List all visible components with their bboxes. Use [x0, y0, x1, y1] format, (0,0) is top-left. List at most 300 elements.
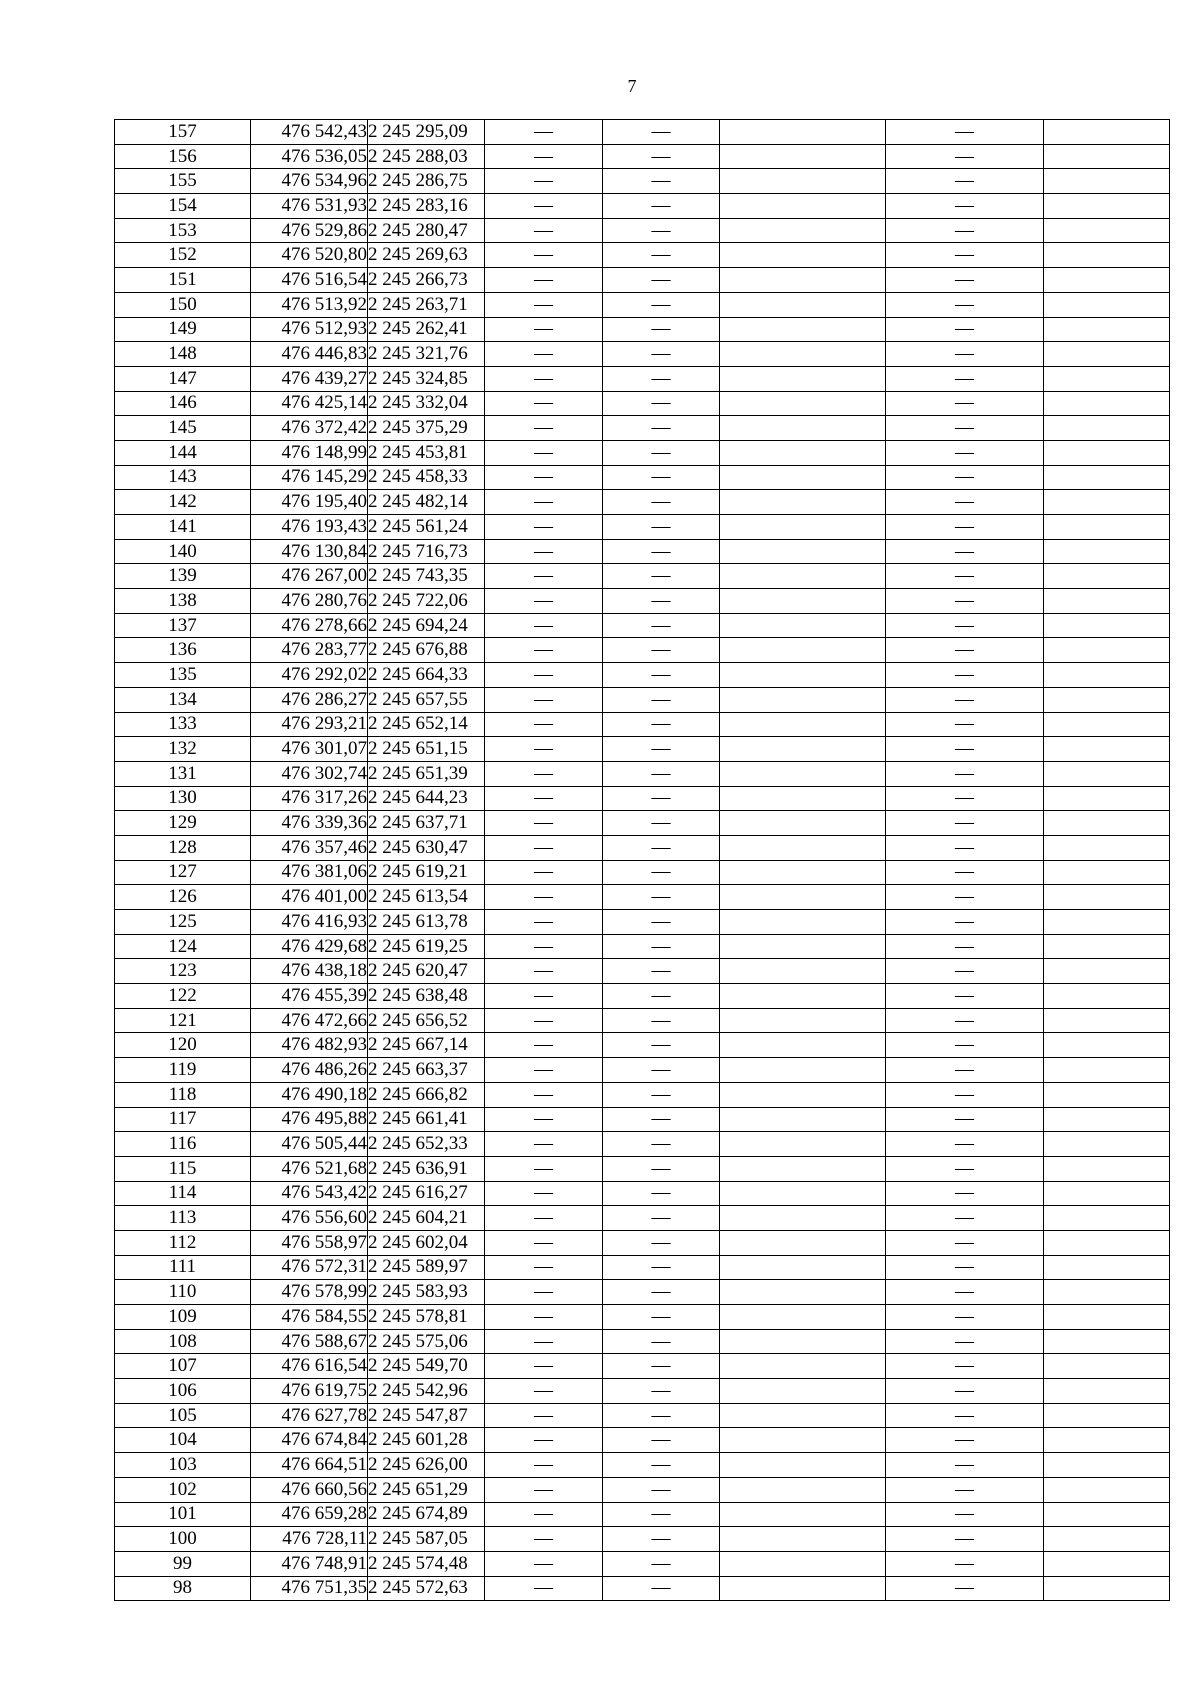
dash-cell: —	[886, 169, 1044, 194]
empty-cell	[720, 218, 886, 243]
x-coordinate-cell: 476 572,31	[251, 1255, 368, 1280]
point-number-cell: 129	[115, 811, 251, 836]
y-coordinate-cell: 2 245 547,87	[368, 1403, 485, 1428]
x-coordinate-cell: 476 130,84	[251, 539, 368, 564]
empty-cell	[1044, 465, 1170, 490]
dash-cell: —	[603, 761, 720, 786]
empty-cell	[1044, 1181, 1170, 1206]
dash-cell: —	[603, 366, 720, 391]
dash-cell: —	[603, 1403, 720, 1428]
dash-cell: —	[886, 786, 1044, 811]
dash-cell: —	[485, 860, 603, 885]
empty-cell	[720, 366, 886, 391]
y-coordinate-cell: 2 245 542,96	[368, 1379, 485, 1404]
empty-cell	[1044, 342, 1170, 367]
dash-cell: —	[886, 268, 1044, 293]
x-coordinate-cell: 476 674,84	[251, 1428, 368, 1453]
point-number-cell: 126	[115, 885, 251, 910]
empty-cell	[720, 959, 886, 984]
x-coordinate-cell: 476 446,83	[251, 342, 368, 367]
point-number-cell: 114	[115, 1181, 251, 1206]
dash-cell: —	[886, 1058, 1044, 1083]
x-coordinate-cell: 476 616,54	[251, 1354, 368, 1379]
dash-cell: —	[603, 1280, 720, 1305]
empty-cell	[720, 1230, 886, 1255]
empty-cell	[720, 1428, 886, 1453]
dash-cell: —	[603, 515, 720, 540]
empty-cell	[1044, 1379, 1170, 1404]
point-number-cell: 128	[115, 835, 251, 860]
point-number-cell: 153	[115, 218, 251, 243]
table-row	[115, 194, 1170, 219]
empty-cell	[720, 613, 886, 638]
dash-cell: —	[886, 712, 1044, 737]
dash-cell: —	[485, 391, 603, 416]
y-coordinate-cell: 2 245 651,29	[368, 1477, 485, 1502]
empty-cell	[720, 1181, 886, 1206]
empty-cell	[720, 761, 886, 786]
dash-cell: —	[886, 416, 1044, 441]
y-coordinate-cell: 2 245 620,47	[368, 959, 485, 984]
dash-cell: —	[485, 564, 603, 589]
y-coordinate-cell: 2 245 458,33	[368, 465, 485, 490]
point-number-cell: 123	[115, 959, 251, 984]
dash-cell: —	[886, 589, 1044, 614]
dash-cell: —	[603, 144, 720, 169]
page-number: 7	[627, 76, 637, 96]
table-row	[115, 860, 1170, 885]
dash-cell: —	[603, 885, 720, 910]
dash-cell: —	[603, 120, 720, 145]
y-coordinate-cell: 2 245 616,27	[368, 1181, 485, 1206]
y-coordinate-cell: 2 245 652,33	[368, 1132, 485, 1157]
empty-cell	[1044, 638, 1170, 663]
dash-cell: —	[485, 1107, 603, 1132]
dash-cell: —	[603, 539, 720, 564]
y-coordinate-cell: 2 245 636,91	[368, 1156, 485, 1181]
dash-cell: —	[485, 366, 603, 391]
table-row	[115, 1305, 1170, 1330]
coordinates-table	[114, 119, 1170, 1601]
dash-cell: —	[886, 1576, 1044, 1601]
point-number-cell: 116	[115, 1132, 251, 1157]
x-coordinate-cell: 476 438,18	[251, 959, 368, 984]
empty-cell	[720, 712, 886, 737]
empty-cell	[1044, 268, 1170, 293]
x-coordinate-cell: 476 558,97	[251, 1230, 368, 1255]
point-number-cell: 145	[115, 416, 251, 441]
point-number-cell: 117	[115, 1107, 251, 1132]
x-coordinate-cell: 476 339,36	[251, 811, 368, 836]
y-coordinate-cell: 2 245 262,41	[368, 317, 485, 342]
x-coordinate-cell: 476 283,77	[251, 638, 368, 663]
empty-cell	[1044, 1255, 1170, 1280]
point-number-cell: 125	[115, 910, 251, 935]
table-row	[115, 1527, 1170, 1552]
x-coordinate-cell: 476 505,44	[251, 1132, 368, 1157]
y-coordinate-cell: 2 245 664,33	[368, 663, 485, 688]
x-coordinate-cell: 476 301,07	[251, 737, 368, 762]
empty-cell	[1044, 1502, 1170, 1527]
dash-cell: —	[886, 342, 1044, 367]
point-number-cell: 98	[115, 1576, 251, 1601]
empty-cell	[720, 811, 886, 836]
x-coordinate-cell: 476 425,14	[251, 391, 368, 416]
dash-cell: —	[603, 1107, 720, 1132]
table-row	[115, 268, 1170, 293]
dash-cell: —	[603, 1354, 720, 1379]
y-coordinate-cell: 2 245 666,82	[368, 1082, 485, 1107]
x-coordinate-cell: 476 534,96	[251, 169, 368, 194]
empty-cell	[720, 1132, 886, 1157]
empty-cell	[1044, 120, 1170, 145]
dash-cell: —	[485, 1551, 603, 1576]
dash-cell: —	[603, 984, 720, 1009]
dash-cell: —	[485, 342, 603, 367]
y-coordinate-cell: 2 245 549,70	[368, 1354, 485, 1379]
x-coordinate-cell: 476 455,39	[251, 984, 368, 1009]
y-coordinate-cell: 2 245 280,47	[368, 218, 485, 243]
table-row	[115, 144, 1170, 169]
point-number-cell: 122	[115, 984, 251, 1009]
point-number-cell: 100	[115, 1527, 251, 1552]
dash-cell: —	[603, 564, 720, 589]
y-coordinate-cell: 2 245 676,88	[368, 638, 485, 663]
empty-cell	[1044, 1132, 1170, 1157]
table-row	[115, 638, 1170, 663]
dash-cell: —	[485, 737, 603, 762]
empty-cell	[720, 984, 886, 1009]
x-coordinate-cell: 476 416,93	[251, 910, 368, 935]
dash-cell: —	[603, 194, 720, 219]
y-coordinate-cell: 2 245 482,14	[368, 490, 485, 515]
x-coordinate-cell: 476 619,75	[251, 1379, 368, 1404]
dash-cell: —	[603, 1156, 720, 1181]
empty-cell	[720, 1255, 886, 1280]
table-row	[115, 1181, 1170, 1206]
empty-cell	[1044, 984, 1170, 1009]
table-row	[115, 1428, 1170, 1453]
dash-cell: —	[886, 440, 1044, 465]
y-coordinate-cell: 2 245 663,37	[368, 1058, 485, 1083]
dash-cell: —	[485, 811, 603, 836]
empty-cell	[720, 391, 886, 416]
dash-cell: —	[886, 243, 1044, 268]
table-row	[115, 712, 1170, 737]
x-coordinate-cell: 476 659,28	[251, 1502, 368, 1527]
dash-cell: —	[485, 761, 603, 786]
empty-cell	[720, 564, 886, 589]
dash-cell: —	[886, 1502, 1044, 1527]
dash-cell: —	[886, 120, 1044, 145]
dash-cell: —	[603, 1576, 720, 1601]
table-row	[115, 761, 1170, 786]
point-number-cell: 106	[115, 1379, 251, 1404]
dash-cell: —	[485, 984, 603, 1009]
table-row	[115, 910, 1170, 935]
point-number-cell: 105	[115, 1403, 251, 1428]
empty-cell	[720, 144, 886, 169]
y-coordinate-cell: 2 245 286,75	[368, 169, 485, 194]
point-number-cell: 99	[115, 1551, 251, 1576]
dash-cell: —	[603, 786, 720, 811]
dash-cell: —	[886, 885, 1044, 910]
dash-cell: —	[603, 1058, 720, 1083]
y-coordinate-cell: 2 245 578,81	[368, 1305, 485, 1330]
point-number-cell: 141	[115, 515, 251, 540]
dash-cell: —	[603, 1181, 720, 1206]
table-row	[115, 1280, 1170, 1305]
empty-cell	[1044, 490, 1170, 515]
table-row	[115, 737, 1170, 762]
y-coordinate-cell: 2 245 674,89	[368, 1502, 485, 1527]
y-coordinate-cell: 2 245 716,73	[368, 539, 485, 564]
empty-cell	[720, 120, 886, 145]
empty-cell	[1044, 169, 1170, 194]
table-row	[115, 564, 1170, 589]
table-row	[115, 440, 1170, 465]
empty-cell	[720, 1305, 886, 1330]
dash-cell: —	[886, 1305, 1044, 1330]
point-number-cell: 115	[115, 1156, 251, 1181]
table-row	[115, 811, 1170, 836]
point-number-cell: 107	[115, 1354, 251, 1379]
x-coordinate-cell: 476 280,76	[251, 589, 368, 614]
dash-cell: —	[603, 589, 720, 614]
dash-cell: —	[886, 1428, 1044, 1453]
empty-cell	[1044, 391, 1170, 416]
table-row	[115, 786, 1170, 811]
dash-cell: —	[485, 218, 603, 243]
dash-cell: —	[886, 317, 1044, 342]
x-coordinate-cell: 476 439,27	[251, 366, 368, 391]
dash-cell: —	[603, 465, 720, 490]
dash-cell: —	[603, 169, 720, 194]
dash-cell: —	[603, 218, 720, 243]
x-coordinate-cell: 476 512,93	[251, 317, 368, 342]
y-coordinate-cell: 2 245 583,93	[368, 1280, 485, 1305]
point-number-cell: 113	[115, 1206, 251, 1231]
dash-cell: —	[603, 712, 720, 737]
dash-cell: —	[485, 1082, 603, 1107]
table-row	[115, 1230, 1170, 1255]
x-coordinate-cell: 476 584,55	[251, 1305, 368, 1330]
dash-cell: —	[886, 539, 1044, 564]
dash-cell: —	[603, 1329, 720, 1354]
point-number-cell: 104	[115, 1428, 251, 1453]
table-row	[115, 1082, 1170, 1107]
dash-cell: —	[886, 1206, 1044, 1231]
table-body	[115, 120, 1170, 1601]
empty-cell	[1044, 416, 1170, 441]
dash-cell: —	[603, 440, 720, 465]
empty-cell	[720, 934, 886, 959]
dash-cell: —	[485, 243, 603, 268]
dash-cell: —	[485, 687, 603, 712]
dash-cell: —	[485, 317, 603, 342]
dash-cell: —	[485, 1033, 603, 1058]
dash-cell: —	[485, 539, 603, 564]
dash-cell: —	[886, 934, 1044, 959]
empty-cell	[720, 835, 886, 860]
dash-cell: —	[603, 1033, 720, 1058]
dash-cell: —	[485, 144, 603, 169]
dash-cell: —	[485, 1280, 603, 1305]
table-row	[115, 885, 1170, 910]
x-coordinate-cell: 476 286,27	[251, 687, 368, 712]
point-number-cell: 135	[115, 663, 251, 688]
dash-cell: —	[485, 1156, 603, 1181]
table-row	[115, 1255, 1170, 1280]
dash-cell: —	[886, 218, 1044, 243]
y-coordinate-cell: 2 245 651,15	[368, 737, 485, 762]
empty-cell	[1044, 1576, 1170, 1601]
empty-cell	[720, 1551, 886, 1576]
point-number-cell: 136	[115, 638, 251, 663]
x-coordinate-cell: 476 429,68	[251, 934, 368, 959]
table-row	[115, 1354, 1170, 1379]
dash-cell: —	[886, 1107, 1044, 1132]
x-coordinate-cell: 476 278,66	[251, 613, 368, 638]
empty-cell	[720, 1082, 886, 1107]
dash-cell: —	[485, 1230, 603, 1255]
dash-cell: —	[485, 292, 603, 317]
y-coordinate-cell: 2 245 587,05	[368, 1527, 485, 1552]
y-coordinate-cell: 2 245 375,29	[368, 416, 485, 441]
dash-cell: —	[603, 268, 720, 293]
empty-cell	[1044, 786, 1170, 811]
table-row	[115, 120, 1170, 145]
empty-cell	[720, 1058, 886, 1083]
table-row	[115, 539, 1170, 564]
table-row	[115, 959, 1170, 984]
point-number-cell: 137	[115, 613, 251, 638]
table-row	[115, 589, 1170, 614]
empty-cell	[720, 243, 886, 268]
dash-cell: —	[603, 934, 720, 959]
empty-cell	[720, 268, 886, 293]
x-coordinate-cell: 476 751,35	[251, 1576, 368, 1601]
dash-cell: —	[886, 1033, 1044, 1058]
y-coordinate-cell: 2 245 637,71	[368, 811, 485, 836]
table-row	[115, 1379, 1170, 1404]
y-coordinate-cell: 2 245 332,04	[368, 391, 485, 416]
dash-cell: —	[603, 490, 720, 515]
dash-cell: —	[485, 1058, 603, 1083]
point-number-cell: 140	[115, 539, 251, 564]
dash-cell: —	[886, 1280, 1044, 1305]
y-coordinate-cell: 2 245 575,06	[368, 1329, 485, 1354]
dash-cell: —	[485, 663, 603, 688]
point-number-cell: 111	[115, 1255, 251, 1280]
y-coordinate-cell: 2 245 661,41	[368, 1107, 485, 1132]
empty-cell	[720, 1477, 886, 1502]
dash-cell: —	[485, 613, 603, 638]
point-number-cell: 149	[115, 317, 251, 342]
dash-cell: —	[603, 959, 720, 984]
empty-cell	[720, 589, 886, 614]
table-row	[115, 366, 1170, 391]
x-coordinate-cell: 476 302,74	[251, 761, 368, 786]
dash-cell: —	[603, 1453, 720, 1478]
y-coordinate-cell: 2 245 613,78	[368, 910, 485, 935]
dash-cell: —	[485, 169, 603, 194]
empty-cell	[720, 663, 886, 688]
table-row	[115, 1502, 1170, 1527]
dash-cell: —	[603, 1527, 720, 1552]
x-coordinate-cell: 476 267,00	[251, 564, 368, 589]
empty-cell	[1044, 959, 1170, 984]
empty-cell	[720, 737, 886, 762]
dash-cell: —	[485, 786, 603, 811]
dash-cell: —	[485, 416, 603, 441]
empty-cell	[720, 317, 886, 342]
point-number-cell: 121	[115, 1008, 251, 1033]
y-coordinate-cell: 2 245 652,14	[368, 712, 485, 737]
y-coordinate-cell: 2 245 694,24	[368, 613, 485, 638]
dash-cell: —	[603, 1082, 720, 1107]
dash-cell: —	[603, 317, 720, 342]
x-coordinate-cell: 476 490,18	[251, 1082, 368, 1107]
empty-cell	[720, 194, 886, 219]
dash-cell: —	[603, 1305, 720, 1330]
dash-cell: —	[886, 515, 1044, 540]
dash-cell: —	[603, 1502, 720, 1527]
empty-cell	[1044, 366, 1170, 391]
empty-cell	[1044, 1082, 1170, 1107]
dash-cell: —	[603, 1230, 720, 1255]
x-coordinate-cell: 476 520,80	[251, 243, 368, 268]
dash-cell: —	[886, 144, 1044, 169]
point-number-cell: 155	[115, 169, 251, 194]
dash-cell: —	[485, 1403, 603, 1428]
empty-cell	[720, 1206, 886, 1231]
dash-cell: —	[485, 712, 603, 737]
empty-cell	[720, 687, 886, 712]
x-coordinate-cell: 476 536,05	[251, 144, 368, 169]
empty-cell	[1044, 910, 1170, 935]
dash-cell: —	[603, 860, 720, 885]
x-coordinate-cell: 476 145,29	[251, 465, 368, 490]
point-number-cell: 110	[115, 1280, 251, 1305]
y-coordinate-cell: 2 245 589,97	[368, 1255, 485, 1280]
y-coordinate-cell: 2 245 667,14	[368, 1033, 485, 1058]
dash-cell: —	[886, 663, 1044, 688]
dash-cell: —	[886, 737, 1044, 762]
dash-cell: —	[886, 366, 1044, 391]
y-coordinate-cell: 2 245 574,48	[368, 1551, 485, 1576]
empty-cell	[1044, 1008, 1170, 1033]
y-coordinate-cell: 2 245 321,76	[368, 342, 485, 367]
x-coordinate-cell: 476 381,06	[251, 860, 368, 885]
dash-cell: —	[485, 1206, 603, 1231]
dash-cell: —	[485, 194, 603, 219]
empty-cell	[720, 1379, 886, 1404]
dash-cell: —	[886, 1527, 1044, 1552]
point-number-cell: 134	[115, 687, 251, 712]
dash-cell: —	[886, 1230, 1044, 1255]
point-number-cell: 157	[115, 120, 251, 145]
dash-cell: —	[485, 589, 603, 614]
y-coordinate-cell: 2 245 295,09	[368, 120, 485, 145]
x-coordinate-cell: 476 292,02	[251, 663, 368, 688]
dash-cell: —	[886, 564, 1044, 589]
dash-cell: —	[603, 613, 720, 638]
empty-cell	[1044, 811, 1170, 836]
table-row	[115, 1329, 1170, 1354]
dash-cell: —	[886, 1354, 1044, 1379]
y-coordinate-cell: 2 245 283,16	[368, 194, 485, 219]
